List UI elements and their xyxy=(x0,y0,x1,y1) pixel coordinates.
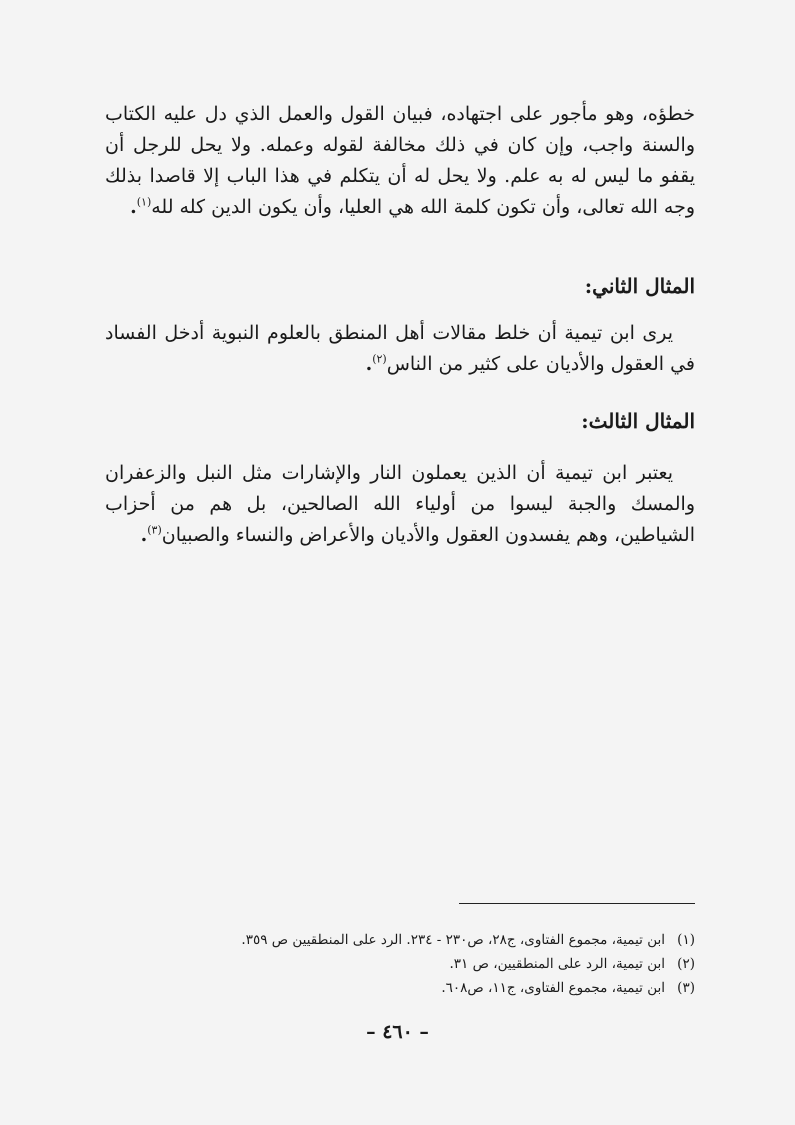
footnote-3-text: ابن تيمية، مجموع الفتاوى، ج١١، ص٦٠٨. xyxy=(441,980,665,996)
footnote-3-number: (٣) xyxy=(677,980,695,996)
footnote-2-number: (٢) xyxy=(677,956,695,972)
footnote-1 xyxy=(95,928,695,952)
footnote-3 xyxy=(95,976,695,1000)
footnotes xyxy=(95,928,695,1000)
paragraph-2-text: يرى ابن تيمية أن خلط مقالات أهل المنطق بالعلوم النبوية أدخل الفساد في العقول والأديان على كثير من الناس xyxy=(105,322,695,375)
footnote-2 xyxy=(95,952,695,976)
footnote-2-text: ابن تيمية، الرد على المنطقيين، ص ٣١. xyxy=(449,956,665,972)
page-number: – ٤٦٠ – xyxy=(366,1021,429,1043)
footnote-ref-1[interactable]: (١) xyxy=(136,195,152,209)
paragraph-3 xyxy=(105,458,695,551)
paragraph-3-tail: . xyxy=(140,524,148,546)
paragraph-2 xyxy=(105,318,695,380)
paragraph-1 xyxy=(105,99,695,223)
heading-example-3-text: المثال الثالث: xyxy=(581,409,695,433)
heading-example-3 xyxy=(105,406,695,437)
footnote-ref-2[interactable]: (٢) xyxy=(372,352,387,366)
heading-example-2-text: المثال الثاني: xyxy=(584,274,695,298)
footnote-1-number: (١) xyxy=(677,932,695,948)
footnote-separator xyxy=(459,903,695,904)
heading-example-2 xyxy=(105,271,695,302)
paragraph-3-text: يعتبر ابن تيمية أن الذين يعملون النار والإشارات مثل النبل والزعفران والمسك والجبة ليسوا من أولياء الله الصالحين، بل هم من أحزاب الشياطين، وهم يفسدون العقول والأديان والأعراض والنساء والصبيان xyxy=(105,462,695,546)
footnote-ref-3[interactable]: (٣) xyxy=(147,523,162,537)
paragraph-2-tail: . xyxy=(365,353,373,375)
paragraph-1-text: خطؤه، وهو مأجور على اجتهاده، فبيان القول والعمل الذي دل عليه الكتاب والسنة واجب، وإن كان في ذلك مخالفة لقوله وعمله. ولا يحل للرجل أن يقفو ما ليس له به علم. ولا يحل له أن يتكلم في هذا الباب إلا قاصدا بذلك وجه الله تعالى، وأن تكون كلمة الله هي العليا، وأن يكون الدين كله لله xyxy=(105,103,695,218)
footnote-1-text: ابن تيمية، مجموع الفتاوى، ج٢٨، ص٢٣٠ - ٢٣٤. الرد على المنطقيين ص ٣٥٩. xyxy=(241,932,665,948)
paragraph-1-tail: . xyxy=(130,196,137,218)
